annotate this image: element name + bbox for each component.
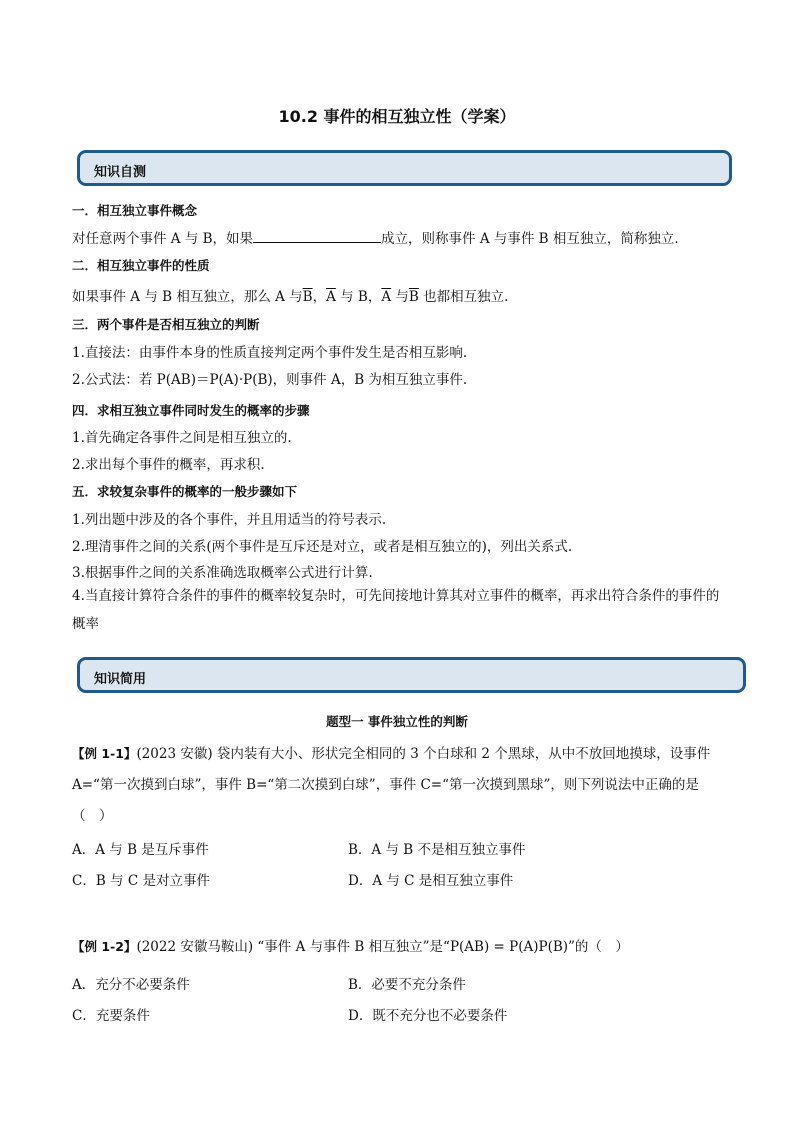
steps-line-1: 1.首先确定各事件之间是相互独立的.: [72, 430, 292, 446]
ex2-option-a: A．充分不必要条件: [72, 977, 190, 993]
prop-part-c: 与 B，: [335, 289, 382, 305]
example-text: (2023 安徽) 袋内装有大小、形状完全相同的 3 个白球和 2 个黑球，从中不放回地摸球，设事件 A=“第一次摸到白球”，事件 B=“第二次摸到白球”，事件 C=“第一次摸到黑球”，则下列说法中正确的是: [72, 746, 711, 793]
definition-text-after: 成立，则称事件 A 与事件 B 相互独立，简称独立.: [381, 231, 679, 247]
prop-part-a: 如果事件 A 与 B 相互独立，那么 A 与: [72, 289, 303, 305]
section-box-label: 知识自测: [94, 165, 147, 180]
section-box-self-test: [77, 150, 732, 186]
judgement-line-2: 2.公式法：若 P(AB)＝P(A)·P(B)，则事件 A，B 为相互独立事件.: [72, 372, 468, 388]
complex-line-2: 2.理清事件之间的关系(两个事件是互斥还是对立，或者是相互独立的)，列出关系式.: [72, 539, 573, 555]
example-1-2: [72, 935, 629, 955]
concept-definition: [72, 227, 679, 247]
example-tag: 【例 1-2】: [72, 939, 137, 954]
heading-complex: 五．求较复杂事件的概率的一般步骤如下: [72, 484, 298, 499]
section-box-application: [77, 657, 746, 693]
ex1-option-b: B．A 与 B 不是相互独立事件: [348, 842, 526, 858]
heading-judgement: 三．两个事件是否相互独立的判断: [72, 317, 260, 332]
heading-steps: 四．求相互独立事件同时发生的概率的步骤: [72, 403, 310, 418]
ex2-option-c: C．充要条件: [72, 1008, 150, 1024]
ex2-option-d: D．既不充分也不必要条件: [348, 1008, 508, 1024]
a-complement: $\overline{A}$: [381, 289, 392, 305]
fill-in-blank: [253, 230, 381, 243]
prop-part-e: 也都相互独立.: [418, 289, 509, 305]
heading-concept: 一．相互独立事件概念: [72, 203, 198, 218]
complex-line-1: 1.列出题中涉及的各个事件，并且用适当的符号表示.: [72, 512, 387, 528]
a-complement: $\overline{A}$: [326, 289, 336, 305]
prop-part-b: ，: [312, 289, 327, 305]
section-box-label: 知识简用: [94, 672, 147, 687]
judgement-line-1: 1.直接法：由事件本身的性质直接判定两个事件发生是否相互影响.: [72, 345, 468, 361]
example-1-1: [72, 738, 722, 832]
steps-line-2: 2.求出每个事件的概率，再求积.: [72, 457, 265, 473]
ex2-option-b: B．必要不充分条件: [348, 977, 466, 993]
ex1-option-c: C．B 与 C 是对立事件: [72, 873, 210, 889]
answer-paren: （ ）: [72, 808, 113, 824]
properties-text: [72, 285, 508, 305]
ex1-option-a: A．A 与 B 是互斥事件: [72, 842, 209, 858]
ex1-option-d: D．A 与 C 是相互独立事件: [348, 873, 514, 889]
definition-text-before: 对任意两个事件 A 与 B，如果: [72, 231, 254, 247]
prop-part-d: 与: [391, 289, 409, 305]
type-heading: 题型一 事件独立性的判断: [326, 714, 468, 729]
example-text: (2022 安徽马鞍山) “事件 A 与事件 B 相互独立”是“P(AB) = P(A)P(B)”的（ ）: [136, 939, 629, 955]
heading-properties: 二．相互独立事件的性质: [72, 258, 210, 273]
b-complement: $\overline{B}$: [408, 289, 419, 305]
complex-line-3: 3.根据事件之间的关系准确选取概率公式进行计算.: [72, 565, 373, 581]
page-title: 10.2 事件的相互独立性（学案）: [278, 107, 516, 126]
example-tag: 【例 1-1】: [72, 746, 137, 761]
b-complement: $\overline{B}$: [302, 289, 313, 305]
complex-line-4: 4.当直接计算符合条件的事件的概率较复杂时，可先间接地计算其对立事件的概率，再求出符合条件的事件的概率: [72, 588, 720, 632]
